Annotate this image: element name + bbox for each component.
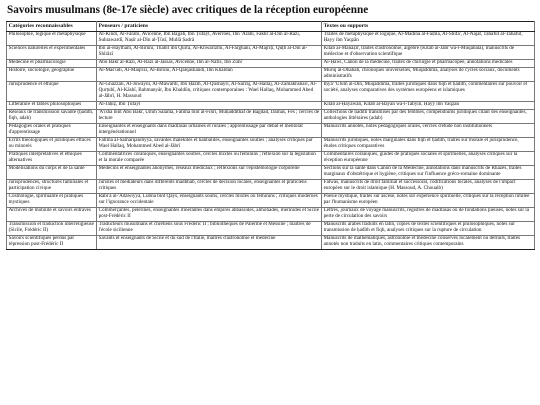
cell-texts: Kitāb al-Ḥayawān, Kitāb al-Bayān wa-l-Tabyīn, Ḥayy ibn Yaqẓān xyxy=(322,101,535,109)
cell-category: Pédagogies orales et pratiques d'apprentissage xyxy=(7,123,97,137)
table-body xyxy=(7,31,535,249)
cell-thinkers: 'A'isha bint Abu Bakr, Umm Salama, Fatima bint al-Fihri, Muḥaddithāt de Bagdad, Damas, Fès ; cercles de lecture xyxy=(97,109,322,123)
cell-thinkers: Abū Bakr al-Rāzī, Al-Rāzī al-Jassās, Avicenne, Ibn al-Nafīs, Ibn Zuhr xyxy=(97,59,322,67)
header-category: Catégories reconnaissables xyxy=(7,22,97,32)
cell-texts: Collections de ḥadīth transmises par des femmes, compendiums juridiques citant des enseignantes, anthologies littéraires (adab) xyxy=(322,109,535,123)
cell-texts: Manuscrits arabes traduits en latin, copies de textes scientifiques et philosophiques, notes sur transmission de ḥadīth et fiqh, analyses critiques sur la rupture de circulation xyxy=(322,221,535,235)
cell-category: Modélisations du corps et de la santé xyxy=(7,165,97,179)
cell-texts: Kitāb al-Manāẓir, traités d'astronomie, algèbre (Kitāb al-Jabr wa-l-Muqābala), manuscrits de médecine et d'observation scientifique xyxy=(322,45,535,59)
table-row xyxy=(7,151,535,165)
cell-thinkers: Al-Ghazzālī, Al-Juwaynī, Al-Māwardī, Ibn Ḥazm, Al-Qushayrī, Al-Sarrāj, Al-Hallāj, Al-Zamakhsharī, Al-Qurṭubī, Al-Kāshī, Bahmanyār, Ibn Khaldūn, critiques contemporaines : Wael Hallaq, Mohammed Abed al-Jābrī, H. Massoud xyxy=(97,81,322,101)
knowledge-table xyxy=(6,21,535,250)
cell-texts: Manuscrits de mathématiques, astronomie et médecine conservés localement ou détruits, traités annotés non traduits en latin, commentaires critiques contemporains xyxy=(322,235,535,249)
cell-thinkers: Ibn al-Haytham, Al-Bīrūnī, Thābit ibn Qurra, Al-Khwārizmī, Al-Farghānī, Al-Majrīṭī, Quṭb al-Dīn al-Shīrāzī xyxy=(97,45,322,59)
cell-texts: Iḥyā' 'Ulūm al-Dīn, Muqaddima, traités juridiques dans fiqh et ḥadīth, commentaires sur pouvoir et société, analyses comparatives des systèmes européens et islamiques xyxy=(322,81,535,101)
cell-texts: Manuscrits annotés, notes pédagogiques orales, cercles d'étude non institutionnels xyxy=(322,123,535,137)
cell-thinkers: Commerçantes, pèlerines, enseignantes itinérantes dans empires abbassides, almohades, mérinides et Sicile post-Frédéric II xyxy=(97,207,322,221)
cell-thinkers: Traducteurs musulmans et chrétiens sous Frédéric II ; bibliothèques de Palerme et Messine ; maîtres de l'école sicilienne xyxy=(97,221,322,235)
cell-texts: Al-Ḥāwī, Canon de la médecine, traités de chirurgie et pharmacopée, annotations médicales xyxy=(322,59,535,67)
cell-thinkers: Médecins et enseignantes anonymes, réseaux médicaux ; réflexions sur l'épistémologie corporelle xyxy=(97,165,322,179)
cell-category: Réseaux de transmission savante (ḥadīth, fiqh, adab) xyxy=(7,109,97,123)
table-row xyxy=(7,235,535,249)
table-row xyxy=(7,67,535,81)
cell-texts: Lettres, journaux de voyage manuscrits, registres de madrasas ou de fondations pieuses, notes sur la perte de circulation des savoirs xyxy=(322,207,535,221)
cell-category: Cosmologie, spiritualité et pratiques mystiques xyxy=(7,193,97,207)
table-row xyxy=(7,137,535,151)
cell-texts: Manuscrits juridiques, notes marginales dans fiqh et ḥadīth, traités sur morale et jurisprudence, études critiques comparatives xyxy=(322,137,535,151)
cell-texts: Traités de métaphysique et logique, Al-Madīna al-Fāḍila, Al-Shifā', Al-Najāt, Tahāfut al-Tahāfut, Ḥayy ibn Yaqẓān xyxy=(322,31,535,45)
table-row xyxy=(7,81,535,101)
cell-category: Littérature et fables philosophiques xyxy=(7,101,97,109)
cell-thinkers: Al-Mas'ūdī, Al-Maqrīzī, Al-Bīrūnī, Al-Qalqashandī, Ibn Khaldūn xyxy=(97,67,322,81)
table-row xyxy=(7,45,535,59)
cell-category: Transmission et traduction interreligieuse (Sicile, Frédéric II) xyxy=(7,221,97,235)
cell-thinkers: Savants et enseignants de Sicile et du sud de l'Italie, maîtres d'astronomie et médecine xyxy=(97,235,322,249)
cell-texts: Poésie mystique, traités sur ascèse, notes sur expérience spirituelle, critiques sur la réception limitée par l'humanisme européen xyxy=(322,193,535,207)
table-row xyxy=(7,165,535,179)
cell-category: Jurisprudence et éthique xyxy=(7,81,97,101)
cell-category: Savoirs scientifiques perdus par répression post-Frédéric II xyxy=(7,235,97,249)
cell-category: Écrits théologiques et juridiques effacés ou minorés xyxy=(7,137,97,151)
header-thinkers: Penseurs / praticiens xyxy=(97,22,322,32)
cell-category: Philosophie, logique et métaphysique xyxy=(7,31,97,45)
cell-texts: Sections sur la santé dans Canon de la Médecine, annotations dans manuscrits de Rhazès, traités marginaux d'obstétrique et hygiène, critiques sur l'influence gréco-romaine dominante xyxy=(322,165,535,179)
cell-texts: Murūj al-Dhahab, chroniques universelles, Muqaddima, analyses de cycles sociaux, documents administratifs xyxy=(322,67,535,81)
cell-thinkers: Juristes et médiateurs dans différents madhhab, cercles de décision locales, enseignantes et praticiens critiques xyxy=(97,179,322,193)
cell-thinkers: Fatima al-Samarqandiyya, savantes malékites et hanbalites, enseignantes soufies ; analyses critiques par Wael Hallaq, Mohammed Abed al-Jābrī xyxy=(97,137,322,151)
table-row xyxy=(7,179,535,193)
cell-category: Sciences naturelles et expérimentales xyxy=(7,45,97,59)
cell-category: Histoire, sociologie, géographie xyxy=(7,67,97,81)
cell-thinkers: Al-Jāḥiẓ, Ibn Ṭufayl xyxy=(97,101,322,109)
table-row xyxy=(7,193,535,207)
cell-category: Médecine et pharmacologie xyxy=(7,59,97,67)
cell-thinkers: Al-Kindī, Al-Fārābī, Avicenne, Ibn Bājjah, Ibn Ṭufayl, Averroès, Ibn 'Arabī, Fakhr al-Dīn al-Rāzī, Suhrawardī, Naṣīr al-Dīn al-Ṭūsī, Mullā Ṣadrā xyxy=(97,31,322,45)
table-row xyxy=(7,123,535,137)
header-texts: Textes ou supports xyxy=(322,22,535,32)
table-row xyxy=(7,59,535,67)
table-row xyxy=(7,109,535,123)
document-title: Savoirs musulmans (8e-17e siècle) avec critiques de la réception européenne xyxy=(7,4,369,16)
cell-category: Archives de mobilité et savoirs entravés xyxy=(7,207,97,221)
table-row xyxy=(7,31,535,45)
cell-thinkers: Rabi'a al-'Adawiyya, Lubna bint Qays, enseignants soufis, cercles mixtes ou féminins ; critiques modernes sur l'ignorance occidentale xyxy=(97,193,322,207)
cell-category: Jurisprudences, structures familiales et participation civique xyxy=(7,179,97,193)
table-header-row xyxy=(7,22,535,32)
cell-thinkers: Commentatrices coraniques, enseignantes soufies, cercles mixtes ou féminins ; réflexion sur la législation et la morale comparée xyxy=(97,151,322,165)
cell-thinkers: Enseignantes et enseignants dans madrasas urbaines et rurales ; apprentissage par débat et mentorat intergénérationnel xyxy=(97,123,322,137)
cell-texts: Commentaires coraniques, guides de pratiques sociales et spirituelles, analyses critiques sur la réception européenne xyxy=(322,151,535,165)
cell-texts: Fatwas, manuscrits de droit familial et successoral, codifications locales, analyses de l'impact européen sur le droit islamique (H. Massoud, A. Chouaib) xyxy=(322,179,535,193)
cell-category: Pratiques interprétatives et éthiques alternatives xyxy=(7,151,97,165)
table-row xyxy=(7,101,535,109)
table-row xyxy=(7,207,535,221)
table-row xyxy=(7,221,535,235)
